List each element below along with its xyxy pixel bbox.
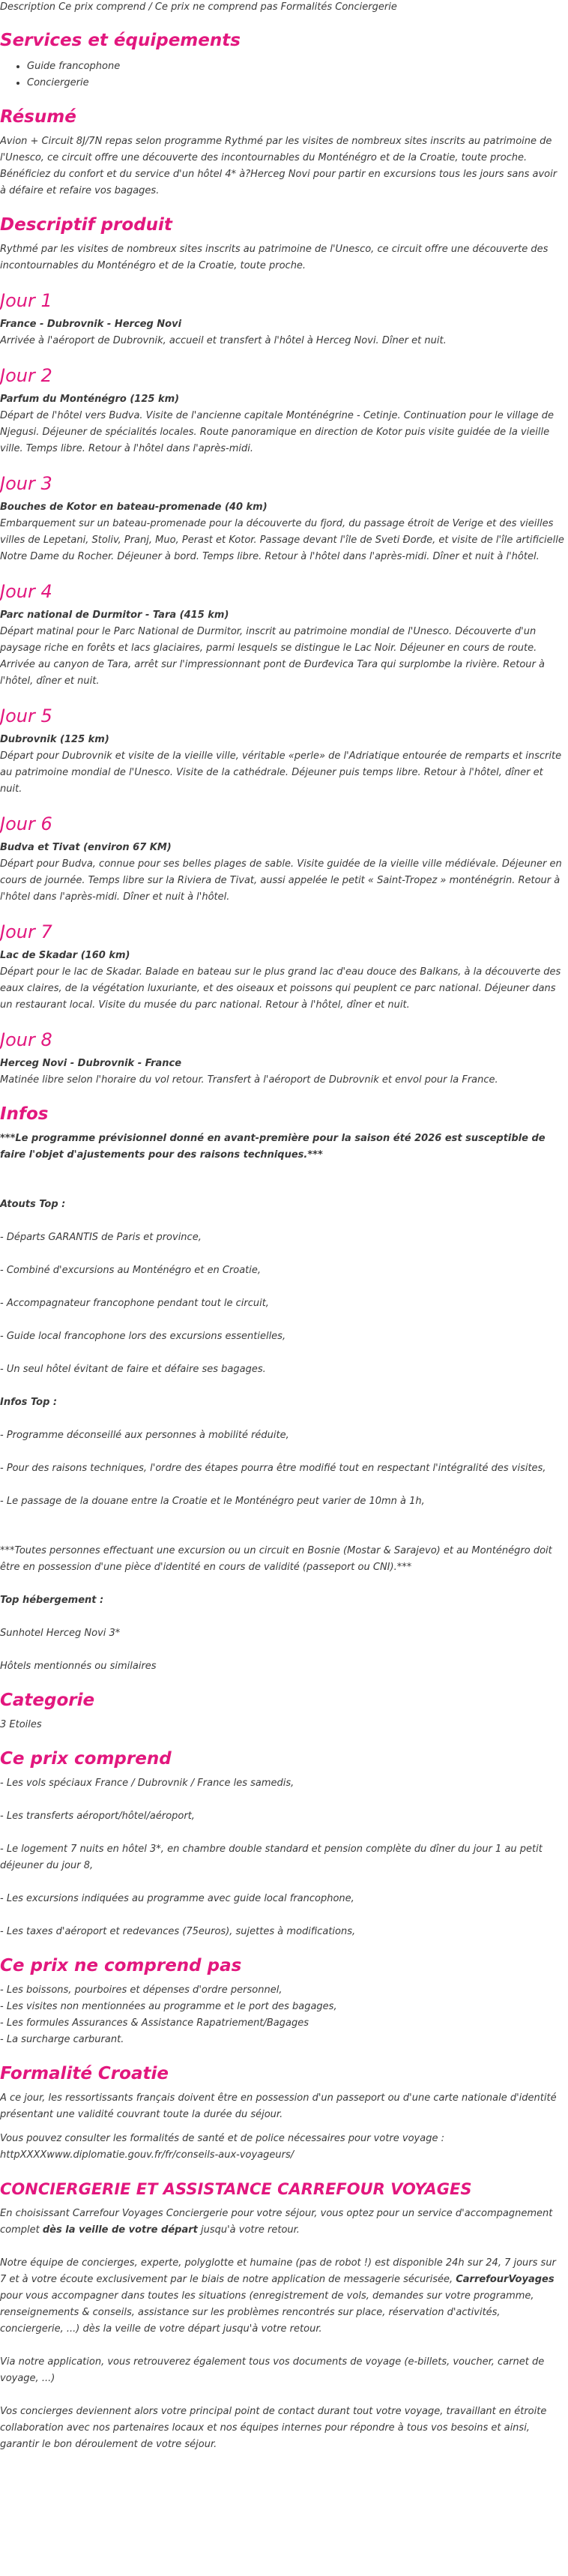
ne-comprend-item: - Les formules Assurances & Assistance Rapatriement/Bagages [0, 2017, 309, 2029]
resume-text: Avion + Circuit 8J/7N repas selon programme Rythmé par les visites de nombreux sites inscrits au patrimoine de l'Unesco, ce circuit offre une découverte des incontournables du Monténégro et de la Croatie, toute proche. Bénéficiez du confort et du service d'un hôtel 4* à?Herceg Novi pour partir en excursions tous les jours sans avoir à défaire et refaire vos bagages. [0, 136, 558, 196]
day-text: Départ pour Dubrovnik et visite de la vieille ville, véritable «perle» de l'Adriatique entourée de remparts et inscrite au patrimoine mondial de l'Unesco. Visite de la cathédrale. Déjeuner puis temps libre. Retour à l'hôtel, dîner et nuit. [0, 750, 562, 795]
day-subtitle: Parc national de Durmitor - Tara (415 km) [0, 610, 229, 621]
ne-comprend-item: - Les visites non mentionnées au programme et le port des bagages, [0, 2001, 337, 2012]
infos-heading: Infos [0, 1104, 49, 1124]
day-8 [0, 1029, 565, 1089]
text-run: jusqu'à votre retour. [197, 2224, 300, 2236]
comprend-item: - Le logement 7 nuits en hôtel 3*, en chambre double standard et pension complète du dîner du jour 1 au petit déjeuner du jour 8, [0, 1844, 543, 1871]
day-text: Départ de l'hôtel vers Budva. Visite de l'ancienne capitale Monténégrine - Cetinje. Continuation pour le village de Njegusi. Déjeuner de spécialités locales. Route panoramique en direction de Kotor puis visite guidée de la vieille ville. Temps libre. Retour à l'hôtel dans l'après-midi. [0, 410, 555, 454]
day-heading: Jour 7 [0, 921, 52, 942]
comprend-item: - Les taxes d'aéroport et redevances (75euros), sujettes à modifications, [0, 1926, 356, 1937]
comprend-heading: Ce prix comprend [0, 1749, 172, 1769]
categorie-value: 3 Etoiles [0, 1719, 42, 1730]
infos-top-item: - Programme déconseillé aux personnes à mobilité réduite, [0, 1430, 289, 1441]
ne-comprend-heading: Ce prix ne comprend pas [0, 1956, 242, 1975]
day-text: Embarquement sur un bateau-promenade pour la découverte du fjord, du passage étroit de Verige et des vieilles villes de Lepetani, Stoliv, Pranj, Muo, Perast et Kotor. Passage devant l'île de Sveti Đorđe, et visite de l'île artificielle Notre Dame du Rocher. Déjeuner à bord. Temps libre. Retour à l'hôtel dans l'après-midi. Dîner et nuit à l'hôtel. [0, 518, 564, 562]
day-6 [0, 813, 565, 906]
text-run: Notre équipe de concierges, experte, polyglotte et humaine (pas de robot !) est disponible 24h sur 24, 7 jours sur 7 et à votre écoute exclusivement par le biais de notre application de messagerie sécurisée, [0, 2257, 556, 2285]
formalite-section [0, 2063, 565, 2164]
day-subtitle: Dubrovnik (125 km) [0, 734, 109, 745]
day-heading: Jour 3 [0, 473, 52, 494]
comprend-item: - Les transferts aéroport/hôtel/aéroport, [0, 1811, 195, 1822]
hebergement-heading: Top hébergement : [0, 1595, 104, 1606]
infos-section [0, 1104, 565, 1675]
formalite-heading: Formalité Croatie [0, 2064, 169, 2083]
service-item: • Conciergerie [27, 75, 565, 91]
infos-top-item: - Le passage de la douane entre la Croatie et le Monténégro peut varier de 10mn à 1h, [0, 1496, 425, 1507]
categorie-section [0, 1690, 565, 1733]
resume-heading: Résumé [0, 107, 76, 127]
day-5 [0, 705, 565, 798]
day-subtitle: Parfum du Monténégro (125 km) [0, 394, 180, 405]
day-heading: Jour 4 [0, 581, 52, 602]
day-4 [0, 580, 565, 690]
day-text: Matinée libre selon l'horaire du vol retour. Transfert à l'aéroport de Dubrovnik et envol pour la France. [0, 1074, 498, 1086]
day-text: Départ pour Budva, connue pour ses belles plages de sable. Visite guidée de la vieille ville médiévale. Déjeuner en cours de journée. Temps libre sur la Riviera de Tivat, aussi appelée le petit « Saint-Tropez » monténégrin. Retour à l'hôtel dans l'après-midi. Dîner et nuit à l'hôtel. [0, 858, 562, 903]
formalite-link-text: Vous pouvez consulter les formalités de santé et de police nécessaires pour votre voyage : httpXXXXwww.diplomatie.gouv.fr/fr/conseils-aux-voyageurs/ [0, 2133, 444, 2161]
atouts-heading: Atouts Top : [0, 1199, 66, 1210]
categorie-heading: Categorie [0, 1691, 95, 1710]
day-subtitle: Bouches de Kotor en bateau-promenade (40 km) [0, 502, 268, 513]
emphasis-text: dès la veille de votre départ [42, 2224, 198, 2236]
day-3 [0, 472, 565, 565]
descriptif-section [0, 214, 565, 274]
day-heading: Jour 1 [0, 290, 52, 311]
hotels-note: Hôtels mentionnés ou similaires [0, 1661, 157, 1672]
atout-item: - Guide local francophone lors des excursions essentielles, [0, 1331, 286, 1342]
services-section [0, 30, 565, 91]
day-heading: Jour 6 [0, 813, 52, 834]
services-list [0, 58, 565, 91]
descriptif-heading: Descriptif produit [0, 215, 172, 235]
atout-item: - Un seul hôtel évitant de faire et défaire ses bagages. [0, 1364, 266, 1375]
day-text: Arrivée à l'aéroport de Dubrovnik, accueil et transfert à l'hôtel à Herceg Novi. Dîner et nuit. [0, 335, 447, 346]
service-item: • Guide francophone [27, 58, 565, 75]
formalite-text: A ce jour, les ressortissants français doivent être en possession d'un passeport ou d'une carte nationale d'identité présentant une validité couvrant toute la durée du séjour. [0, 2092, 557, 2120]
services-heading: Services et équipements [0, 31, 241, 50]
day-heading: Jour 2 [0, 365, 52, 386]
day-1 [0, 289, 565, 349]
atout-item: - Accompagnateur francophone pendant tout le circuit, [0, 1298, 269, 1309]
day-subtitle: France - Dubrovnik - Herceg Novi [0, 319, 182, 330]
comprend-item: - Les vols spéciaux France / Dubrovnik / France les samedis, [0, 1778, 294, 1789]
infos-top-heading: Infos Top : [0, 1397, 58, 1408]
descriptif-text: Rythmé par les visites de nombreux sites inscrits au patrimoine de l'Unesco, ce circuit offre une découverte des incontournables du Monténégro et de la Croatie, toute proche. [0, 244, 549, 271]
infos-top-item: - Pour des raisons techniques, l'ordre des étapes pourra être modifié tout en respectant l'intégralité des visites, [0, 1463, 546, 1474]
conciergerie-section [0, 2179, 565, 2453]
conciergerie-paragraph: Via notre application, vous retrouverez également tous vos documents de voyage (e-billets, voucher, carnet de voyage, ...) [0, 2356, 545, 2384]
comprend-item: - Les excursions indiquées au programme avec guide local francophone, [0, 1893, 354, 1904]
text-run: pour vous accompagner dans toutes les situations (enregistrement de vols, demandes sur votre programme, renseignements & conseils, assistance sur les problèmes rencontrés sur place, réservation d'activités, conciergerie, ...) dès la veille de votre départ jusqu'à votre retour. [0, 2290, 534, 2335]
ne-comprend-item: - Les boissons, pourboires et dépenses d'ordre personnel, [0, 1984, 283, 1996]
day-subtitle: Budva et Tivat (environ 67 KM) [0, 842, 172, 853]
ne-comprend-section [0, 1955, 565, 2048]
resume-section [0, 106, 565, 199]
text-run: En choisissant Carrefour Voyages Conciergerie pour votre séjour, vous optez pour un service d'accompagnement complet [0, 2208, 553, 2236]
day-text: Départ matinal pour le Parc National de Durmitor, inscrit au patrimoine mondial de l'Unesco. Découverte d'un paysage riche en forêts et lacs glaciaires, parmi lesquels se distingue le Lac Noir. Déjeuner en cours de route. Arrivée au canyon de Tara, arrêt sur l'impressionnant pont de Đurđevica Tara qui surplombe la rivière. Retour à l'hôtel, dîner et nuit. [0, 626, 545, 687]
atout-item: - Combiné d'excursions au Monténégro et en Croatie, [0, 1265, 262, 1276]
brand-name: CarrefourVoyages [456, 2274, 555, 2285]
day-7 [0, 921, 565, 1014]
conciergerie-paragraph [0, 2255, 565, 2338]
day-subtitle: Herceg Novi - Dubrovnik - France [0, 1058, 182, 1069]
conciergerie-paragraph [0, 2206, 565, 2239]
day-2 [0, 364, 565, 457]
day-heading: Jour 5 [0, 705, 52, 726]
day-subtitle: Lac de Skadar (160 km) [0, 950, 130, 961]
hotel-name: Sunhotel Herceg Novi 3* [0, 1628, 121, 1639]
ne-comprend-item: - La surcharge carburant. [0, 2034, 124, 2045]
conciergerie-heading: CONCIERGERIE ET ASSISTANCE CARREFOUR VOYAGES [0, 2180, 472, 2198]
conciergerie-paragraph: Vos concierges deviennent alors votre principal point de contact durant tout votre voyage, travaillant en étroite collaboration avec nos partenaires locaux et nos équipes internes pour répondre à tous vos besoins et ainsi, garantir le bon déroulement de votre séjour. [0, 2406, 547, 2450]
bosnia-note: ***Toutes personnes effectuant une excursion ou un circuit en Bosnie (Mostar & Sarajevo) et au Monténégro doit être en possession d'une pièce d'identité en cours de validité (passeport ou CNI).*** [0, 1545, 552, 1573]
breadcrumb: Description Ce prix comprend / Ce prix ne comprend pas Formalités Conciergerie [0, 1, 397, 13]
day-text: Départ pour le lac de Skadar. Balade en bateau sur le plus grand lac d'eau douce des Balkans, à la découverte des eaux claires, de la végétation luxuriante, et des oiseaux et poissons qui peuplent ce parc national. Déjeuner dans un restaurant local. Visite du musée du parc national. Retour à l'hôtel, dîner et nuit. [0, 966, 561, 1011]
comprend-section [0, 1748, 565, 1940]
infos-warning: ***Le programme prévisionnel donné en avant-première pour la saison été 2026 est susceptible de faire l'objet d'ajustements pour des raisons techniques.*** [0, 1133, 546, 1161]
day-heading: Jour 8 [0, 1029, 52, 1050]
atout-item: - Départs GARANTIS de Paris et province, [0, 1232, 202, 1243]
